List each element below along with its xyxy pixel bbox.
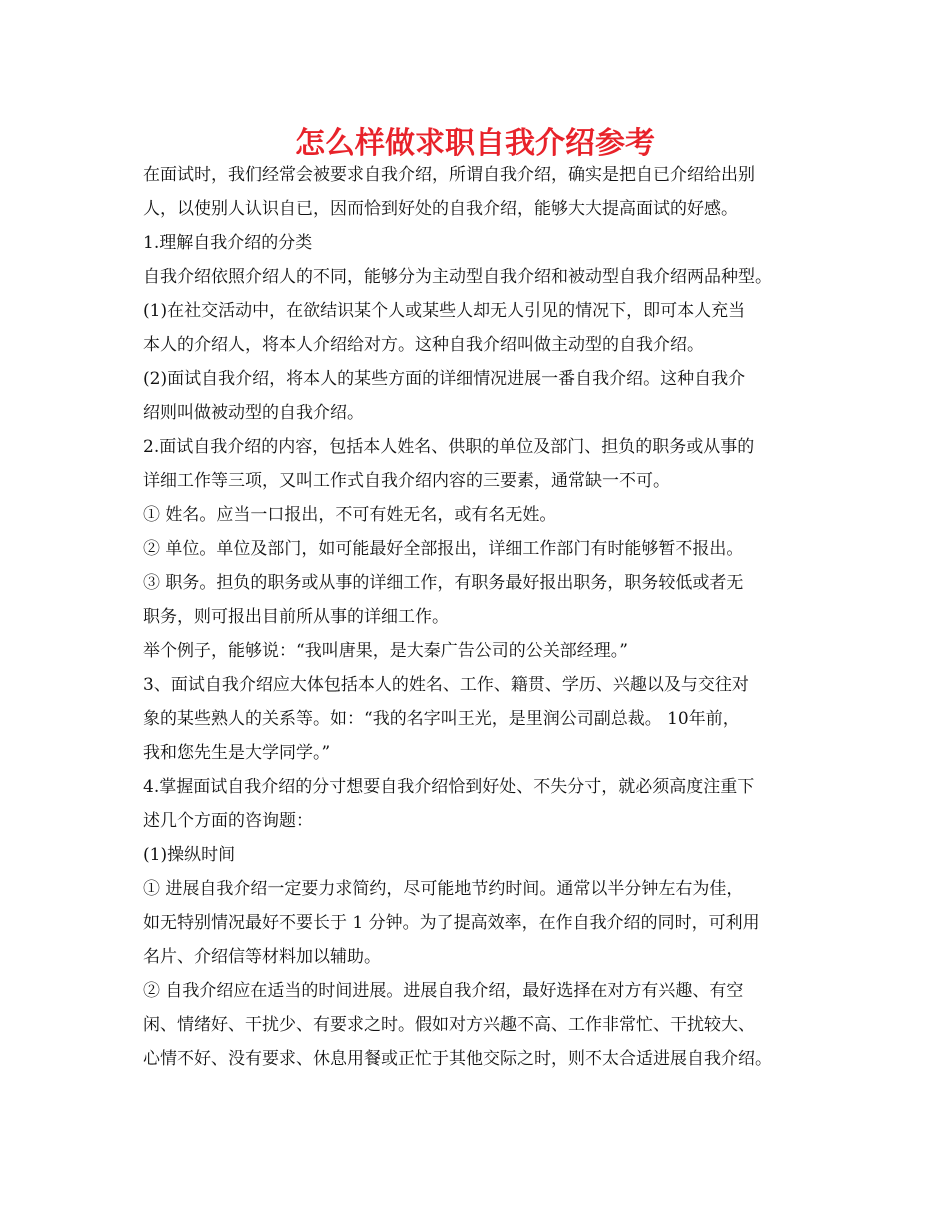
body-line-3: 1.理解自我介绍的分类 xyxy=(143,233,313,253)
body-line-17: 象的某些熟人的关系等。如：“我的名字叫王光，是里润公司副总裁。 10年前， xyxy=(143,709,740,729)
body-line-4: 自我介绍依照介绍人的不同，能够分为主动型自我介绍和被动型自我介绍两品种型。 xyxy=(143,267,772,287)
body-line-25: ② 自我介绍应在适当的时间进展。进展自我介绍，最好选择在对方有兴趣、有空 xyxy=(143,981,744,1001)
body-line-27: 心情不好、没有要求、休息用餐或正忙于其他交际之时，则不太合适进展自我介绍。 xyxy=(143,1049,772,1069)
body-line-10: 详细工作等三项，又叫工作式自我介绍内容的三要素，通常缺一不可。 xyxy=(143,471,670,491)
body-line-1: 在面试时，我们经常会被要求自我介绍，所谓自我介绍，确实是把自已介绍给出别 xyxy=(143,165,755,185)
document-title: 怎么样做求职自我介绍参考 xyxy=(295,126,655,161)
body-line-19: 4.掌握面试自我介绍的分寸想要自我介绍恰到好处、不失分寸，就必须高度注重下 xyxy=(143,777,755,797)
body-line-14: 职务，则可报出目前所从事的详细工作。 xyxy=(143,607,449,627)
body-line-2: 人，以使别人认识自已，因而恰到好处的自我介绍，能够大大提高面试的好感。 xyxy=(143,199,738,219)
body-line-24: 名片、介绍信等材料加以辅助。 xyxy=(143,947,381,967)
body-line-15: 举个例子，能够说：“我叫唐果，是大秦广告公司的公关部经理。” xyxy=(143,641,628,661)
document-body xyxy=(143,158,823,1076)
body-line-11: ① 姓名。应当一口报出，不可有姓无名，或有名无姓。 xyxy=(143,505,557,525)
body-line-5: (1)在社交活动中，在欲结识某个人或某些人却无人引见的情况下，即可本人充当 xyxy=(143,301,746,321)
body-line-21: (1)操纵时间 xyxy=(143,845,236,865)
body-line-7: (2)面试自我介绍，将本人的某些方面的详细情况进展一番自我介绍。这种自我介 xyxy=(143,369,746,389)
body-line-20: 述几个方面的咨询题： xyxy=(143,811,313,831)
body-line-23: 如无特别情况最好不要长于 1 分钟。为了提高效率，在作自我介绍的同时，可利用 xyxy=(143,913,760,933)
body-line-13: ③ 职务。担负的职务或从事的详细工作，有职务最好报出职务，职务较低或者无 xyxy=(143,573,744,593)
body-line-26: 闲、情绪好、干扰少、有要求之时。假如对方兴趣不高、工作非常忙、干扰较大、 xyxy=(143,1015,755,1035)
body-line-6: 本人的介绍人，将本人介绍给对方。这种自我介绍叫做主动型的自我介绍。 xyxy=(143,335,704,355)
body-line-16: 3、面试自我介绍应大体包括本人的姓名、工作、籍贯、学历、兴趣以及与交往对 xyxy=(143,675,749,695)
body-line-8: 绍则叫做被动型的自我介绍。 xyxy=(143,403,364,423)
body-line-9: 2.面试自我介绍的内容，包括本人姓名、供职的单位及部门、担负的职务或从事的 xyxy=(143,437,755,457)
body-line-18: 我和您先生是大学同学。” xyxy=(143,743,331,763)
body-line-12: ② 单位。单位及部门，如可能最好全部报出，详细工作部门有时能够暂不报出。 xyxy=(143,539,744,559)
body-line-22: ① 进展自我介绍一定要力求简约，尽可能地节约时间。通常以半分钟左右为佳， xyxy=(143,879,744,899)
